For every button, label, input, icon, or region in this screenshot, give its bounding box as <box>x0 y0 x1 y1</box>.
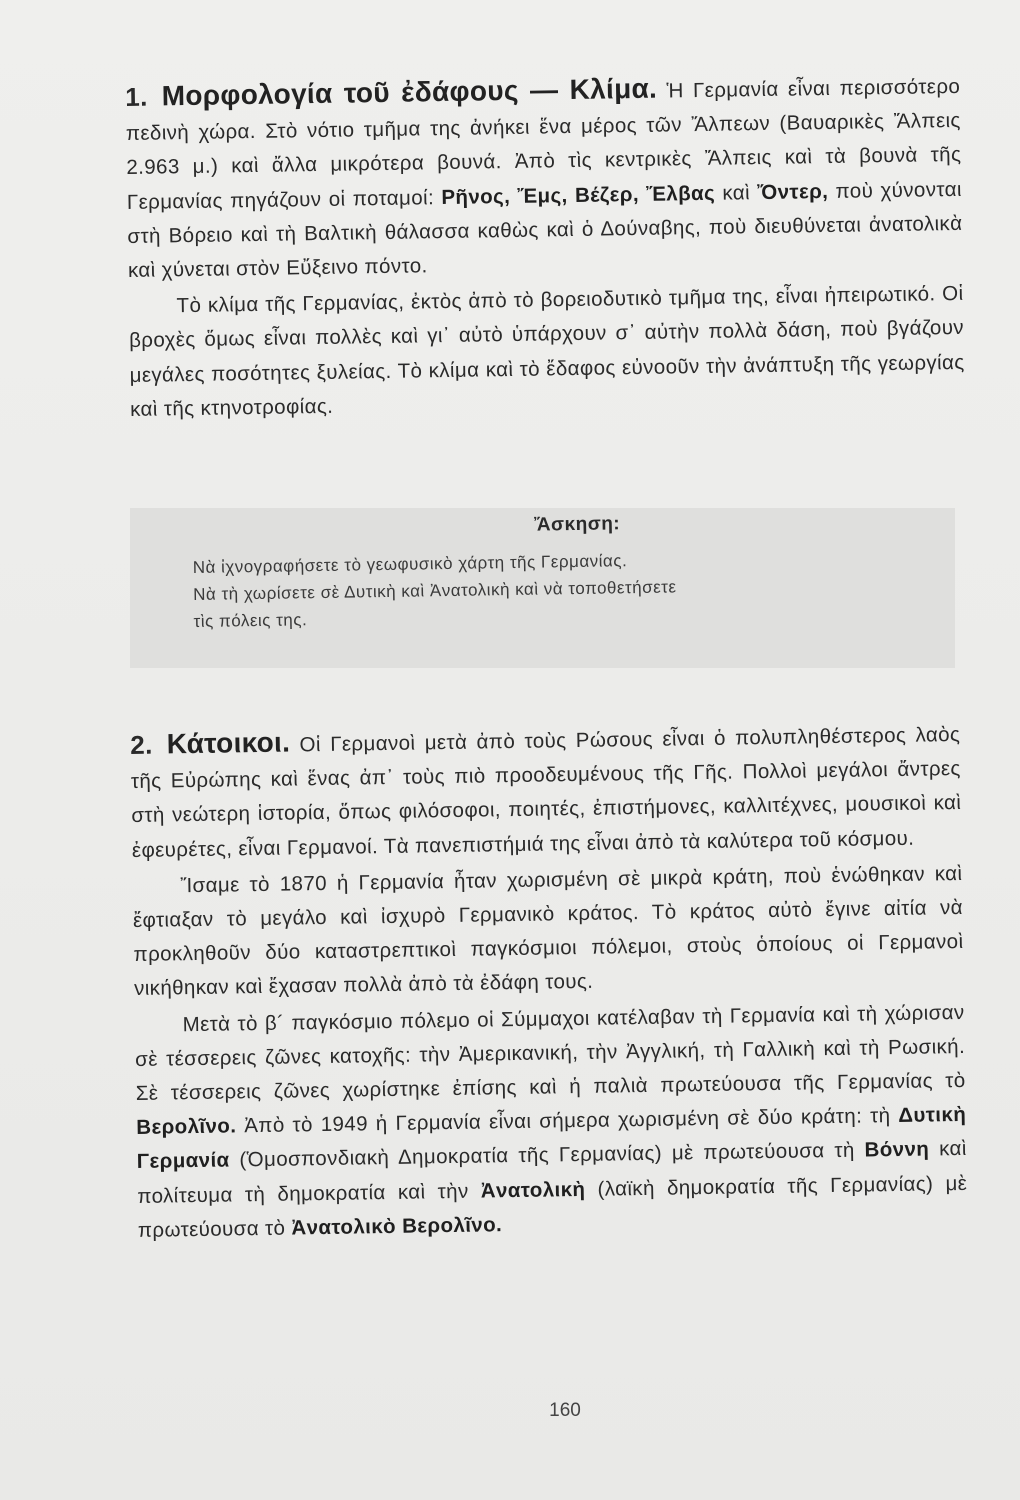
exercise-line-1: Νὰ ἰχνογραφήσετε τὸ γεωφυσικὸ χάρτη τῆς Γερμανίας. <box>192 551 628 577</box>
section1-heading: Μορφολογία τοῦ ἐδάφους — Κλίμα. <box>161 72 658 112</box>
section1-p1-text-3: ποὺ χύνονται στὴ Βόρειο καὶ τὴ Βαλτικὴ θάλασσα καθὼς καὶ ὁ Δούναβης, ποὺ διευθύνεται ἀνατολικὰ καὶ χύνεται στὸν Εὔξεινο πόντο. <box>127 177 963 282</box>
section2-paragraph-2: Ἴσαμε τὸ 1870 ἡ Γερμανία ἦταν χωρισμένη σὲ μικρὰ κράτη, ποὺ ἑνώθηκαν καὶ ἔφτιαξαν τὸ μεγάλο καὶ ἰσχυρὸ Γερμανικὸ κράτος. Τὸ κράτος αὐτὸ ἔγινε αἰτία νὰ προκληθοῦν δύο καταστρεπτικοὶ παγκόσμιοι πόλεμοι, στοὺς ὁποίους οἱ Γερμανοὶ νικήθηκαν καὶ ἔχασαν πολλὰ ἀπὸ τὰ ἐδάφη τους. <box>132 861 964 1001</box>
west-germany-bold: Δυτικὴ Γερμανία <box>136 1103 967 1174</box>
east-berlin-bold: Ἀνατολικὸ Βερολῖνο. <box>291 1213 503 1240</box>
exercise-line-3: τὶς πόλεις της. <box>193 610 308 631</box>
exercise-title: Ἄσκηση: <box>533 513 621 536</box>
section1-paragraph-2: Τὸ κλίμα τῆς Γερμανίας, ἐκτὸς ἀπὸ τὸ βορειοδυτικὸ τμῆμα της, εἶναι ἠπειρωτικό. Οἱ βροχὲς ὅμως εἶναι πολλὲς καὶ γι᾽ αὐτὸ ὑπάρχουν σ᾽ αὐτὴν πολλὰ δάση, ποὺ βγάζουν μεγάλες ποσότητες ξυλείας. Τὸ κλίμα καὶ τὸ ἔδαφος εὐνοοῦν τὴν ἀνάπτυξη τῆς γεωργίας καὶ τῆς κτηνοτροφίας. <box>128 282 965 421</box>
section2-paragraph-1 <box>130 715 962 868</box>
section2-p1-text: Οἱ Γερμανοὶ μετὰ ἀπὸ τοὺς Ρώσους εἶναι ὁ πολυπληθέστερος λαὸς τῆς Εὐρώπης καὶ ἕνας ἀπ᾽ τοὺς πιὸ προοδευμένους τῆς Γῆς. Πολλοὶ μεγάλοι ἄντρες στὴ νεώτερη ἱστορία, ὅπως φιλόσοφοι, ποιητές, ἐπιστήμονες, καλλιτέχνες, μουσικοὶ καὶ ἐφευρέτες, εἶναι Γερμανοί. Τὰ πανεπιστήμιά της εἶναι ἀπὸ τὰ καλύτερα τοῦ κόσμου. <box>130 722 962 862</box>
section-inhabitants <box>130 715 968 1248</box>
section2-p3-text-3: (Ὁμοσπονδιακὴ Δημοκρατία τῆς Γερμανίας) μὲ πρωτεύουσα τὴ <box>229 1138 865 1172</box>
berlin-bold: Βερολῖνο. <box>136 1114 237 1140</box>
section2-p3-text-4: καὶ πολίτευμα τὴ δημοκρατία καὶ τὴν <box>137 1137 967 1208</box>
page-number: 160 <box>549 1400 581 1421</box>
section2-paragraph-3 <box>134 996 968 1248</box>
east-germany-bold: Ἀνατολικὴ <box>480 1177 586 1203</box>
section2-p3-text-5: (λαϊκὴ δημοκρατία τῆς Γερμανίας) μὲ πρωτεύουσα τὸ <box>137 1171 968 1242</box>
section2-number: 2. <box>130 729 153 760</box>
section2-p3-text-2: Ἀπὸ τὸ 1949 ἡ Γερμανία εἶναι σήμερα χωρισμένη σὲ δύο κράτη: τὴ <box>236 1104 899 1138</box>
section1-number: 1. <box>125 81 148 112</box>
exercise-content <box>192 508 934 635</box>
rivers-bold-1: Ρῆνος, Ἔμς, Βέζερ, Ἔλβας <box>441 181 716 209</box>
section2-heading: Κάτοικοι. <box>166 726 291 760</box>
section-geography-climate <box>125 67 965 427</box>
section1-p1-text-2: καὶ <box>714 180 758 205</box>
exercise-line-2: Νὰ τὴ χωρίσετε σὲ Δυτικὴ καὶ Ἀνατολικὴ καὶ νὰ τοποθετήσετε <box>193 577 677 604</box>
section2-p3-text-1: Μετὰ τὸ β´ παγκόσμιο πόλεμο οἱ Σύμμαχοι κατέλαβαν τὴ Γερμανία καὶ τὴ χώρισαν σὲ τέσσερεις ζῶνες κατοχῆς: τὴν Ἀμερικανική, τὴν Ἀγγλική, τὴ Γαλλικὴ καὶ τὴ Ρωσική. Σὲ τέσσερεις ζῶνες χωρίστηκε ἐπίσης καὶ ἡ παλιὰ πρωτεύουσα τῆς Γερμανίας τὸ <box>135 1000 966 1105</box>
bonn-bold: Βόννη <box>864 1137 930 1162</box>
exercise-box <box>130 508 955 668</box>
section1-p1-text-1: Ἡ Γερμανία εἶναι περισσότερο πεδινὴ χώρα. Στὸ νότιο τμῆμα της ἀνήκει ἕνα μέρος τῶν Ἄλπεων (Βαυαρικὲς Ἄλπεις 2.963 μ.) καὶ ἄλλα μικρότερα βουνά. Ἀπὸ τὶς κεντρικὲς Ἄλπεις καὶ τὰ βουνὰ τῆς Γερμανίας πηγάζουν οἱ ποταμοί: <box>125 74 962 214</box>
rivers-bold-2: Ὄντερ, <box>757 179 829 204</box>
section1-paragraph-1 <box>125 67 963 288</box>
